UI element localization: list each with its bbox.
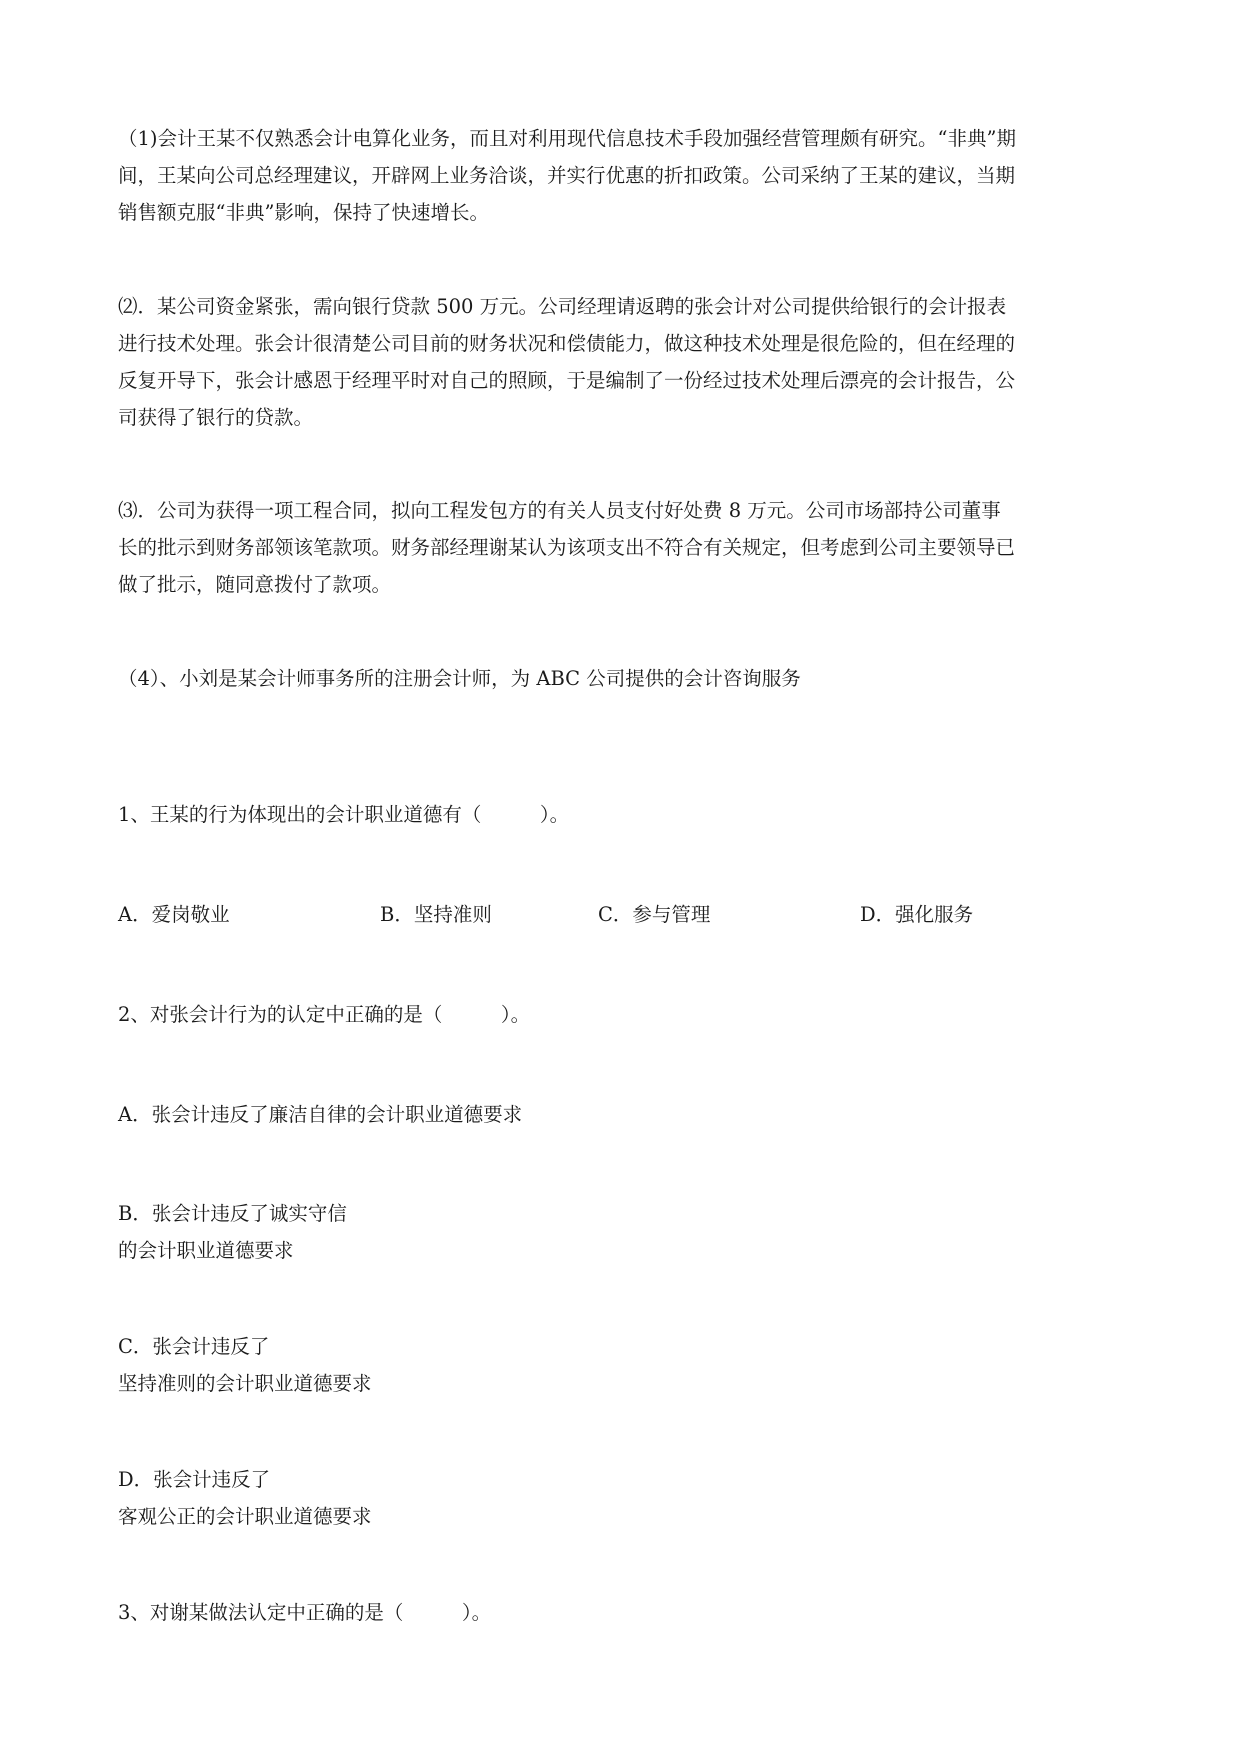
case-1-line: 间，王某向公司总经理建议，开辟网上业务洽谈，并实行优惠的折扣政策。公司采纳了王某的建议，当期 bbox=[118, 164, 1016, 187]
case-1-paragraph bbox=[118, 120, 1118, 231]
question-1-option-b: B．坚持准则 bbox=[380, 903, 492, 926]
case-1-line: 销售额克服“非典”影响，保持了快速增长。 bbox=[118, 201, 489, 224]
case-3-line: ⑶．公司为获得一项工程合同，拟向工程发包方的有关人员支付好处费 8 万元。公司市场部持公司董事 bbox=[118, 499, 1001, 522]
option-b-line: 的会计职业道德要求 bbox=[118, 1239, 294, 1262]
case-4-paragraph: （4）、小刘是某会计师事务所的注册会计师，为 ABC 公司提供的会计咨询服务 bbox=[118, 667, 801, 690]
question-3-stem: 3、对谢某做法认定中正确的是（ ）。 bbox=[118, 1601, 492, 1624]
question-2-option-a: A．张会计违反了廉洁自律的会计职业道德要求 bbox=[118, 1103, 523, 1126]
option-d-line: 客观公正的会计职业道德要求 bbox=[118, 1505, 372, 1528]
case-3-line: 长的批示到财务部领该笔款项。财务部经理谢某认为该项支出不符合有关规定，但考虑到公司主要领导已 bbox=[118, 536, 1016, 559]
question-1-stem: 1、王某的行为体现出的会计职业道德有（ ）。 bbox=[118, 803, 570, 826]
case-2-line: 司获得了银行的贷款。 bbox=[118, 406, 314, 429]
case-1-line: （1)会计王某不仅熟悉会计电算化业务，而且对利用现代信息技术手段加强经营管理颇有研究。“非典”期 bbox=[118, 127, 1016, 150]
question-1-option-c: C．参与管理 bbox=[598, 903, 711, 926]
case-2-line: ⑵．某公司资金紧张，需向银行贷款 500 万元。公司经理请返聘的张会计对公司提供给银行的会计报表 bbox=[118, 295, 1007, 318]
question-2-option-d bbox=[118, 1461, 1118, 1535]
question-2-stem: 2、对张会计行为的认定中正确的是（ ）。 bbox=[118, 1003, 531, 1026]
option-b-line: B．张会计违反了诚实守信 bbox=[118, 1202, 347, 1225]
question-1-option-a: A．爱岗敬业 bbox=[118, 903, 230, 926]
option-c-line: C．张会计违反了 bbox=[118, 1335, 270, 1358]
case-2-line: 反复开导下，张会计感恩于经理平时对自己的照顾，于是编制了一份经过技术处理后漂亮的会计报告，公 bbox=[118, 369, 1016, 392]
question-1-option-d: D．强化服务 bbox=[860, 903, 974, 926]
case-3-line: 做了批示，随同意拨付了款项。 bbox=[118, 573, 392, 596]
case-3-paragraph bbox=[118, 492, 1118, 603]
question-2-option-b bbox=[118, 1195, 1118, 1269]
question-2-option-c bbox=[118, 1328, 1118, 1402]
option-c-line: 坚持准则的会计职业道德要求 bbox=[118, 1372, 372, 1395]
case-2-paragraph bbox=[118, 288, 1118, 436]
option-d-line: D．张会计违反了 bbox=[118, 1468, 271, 1491]
case-2-line: 进行技术处理。张会计很清楚公司目前的财务状况和偿债能力，做这种技术处理是很危险的，但在经理的 bbox=[118, 332, 1016, 355]
